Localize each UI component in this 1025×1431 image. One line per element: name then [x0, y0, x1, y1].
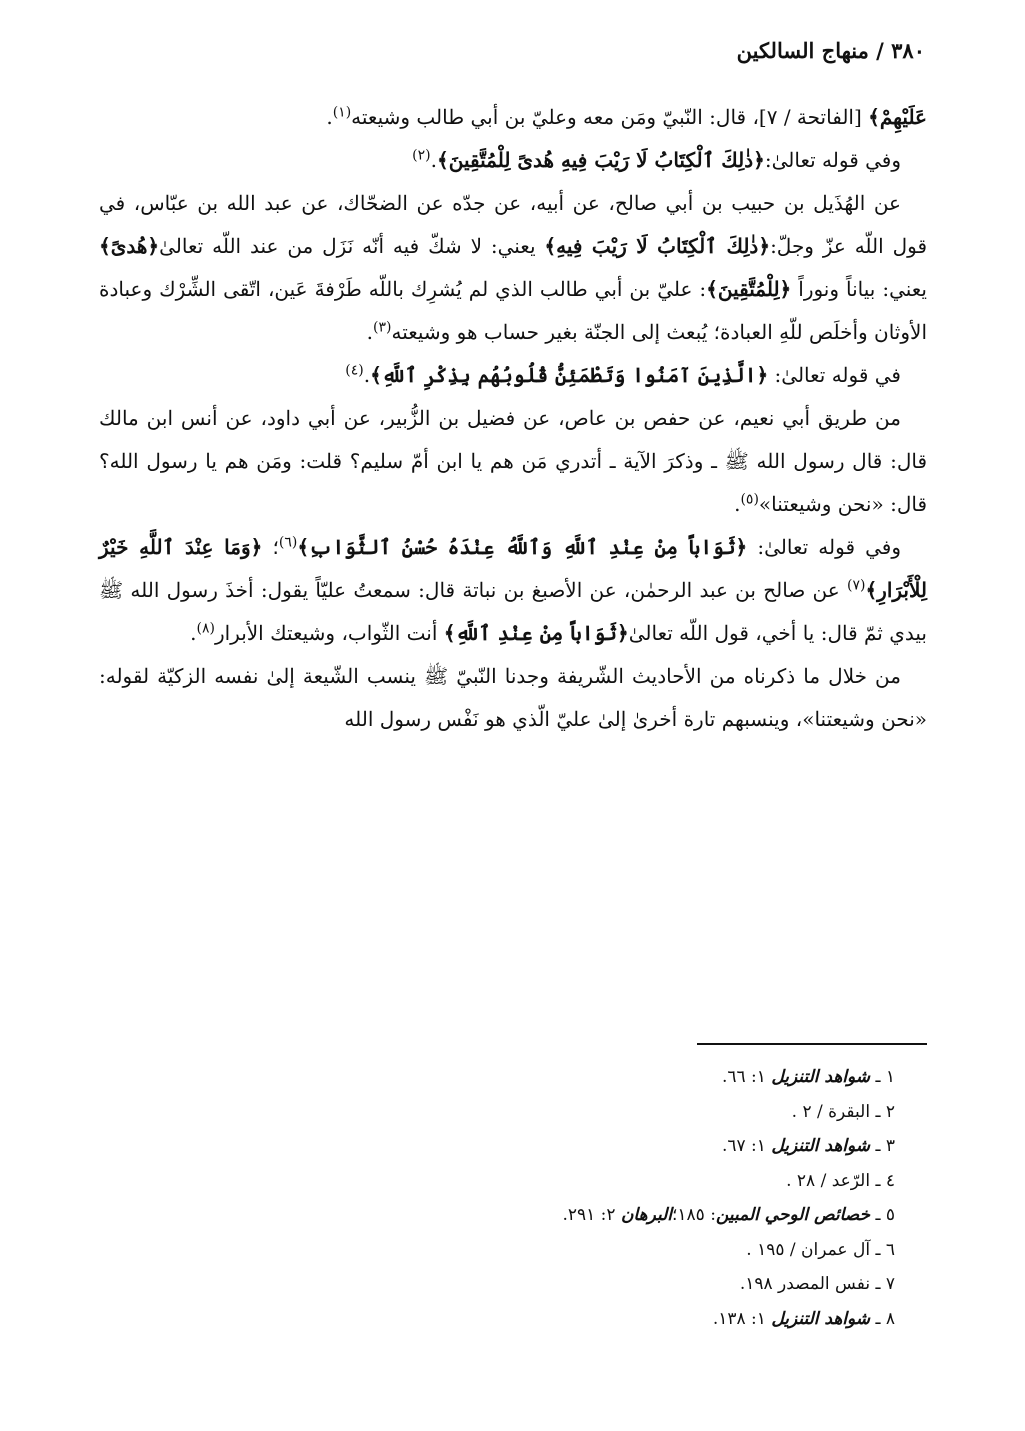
paragraph-4 — [99, 354, 927, 397]
footnote-ref: (٧) — [846, 577, 866, 594]
footnote-5 — [375, 1198, 895, 1233]
text-run: . — [363, 363, 371, 387]
text-run: . — [190, 621, 197, 645]
source-title: البرهان — [620, 1205, 672, 1225]
quran-verse: ﴿ثَوَاباً مِنْ عِنْدِ ٱللَّهِ وَٱللَّهُ عِنْدَهُ حُسْنُ ٱلثَّوَابِ﴾ — [297, 535, 748, 559]
footnote-number: ٥ ـ — [870, 1205, 895, 1225]
footnote-8 — [375, 1302, 895, 1337]
footnote-ref: (١) — [332, 104, 352, 121]
footnote-text: نفس المصدر ١٩٨. — [739, 1274, 871, 1294]
footnote-text: ٢: ٢٩١. — [562, 1205, 621, 1225]
quran-verse: عَلَيْهِمْ﴾ — [868, 105, 927, 129]
quran-verse: ﴿ثَوَاباً مِنْ عِنْدِ ٱللَّهِ﴾ — [443, 621, 629, 645]
text-run: [الفاتحة / ٧]، قال: النّبيّ ومَن معه وعليّ بن أبي طالب وشيعته — [351, 105, 869, 129]
footnote-number: ٧ ـ — [870, 1274, 895, 1294]
footnote-number: ٤ ـ — [870, 1170, 895, 1191]
main-text — [99, 96, 927, 741]
footnote-6 — [375, 1233, 895, 1268]
quran-verse: ﴿هُدىً﴾ — [99, 234, 160, 258]
footnote-ref: (٣) — [373, 319, 392, 336]
text-run: من خلال ما ذكرناه من الأحاديث الشّريفة وجدنا النّبيّ ﷺ ينسب الشّيعة إلىٰ نفسه الزكيّة لقوله: «نحن وشيعتنا»، وينسبهم تارة أخرىٰ إلىٰ عليّ الّذي هو نَفْس رسول الله — [99, 664, 927, 731]
quran-verse: ﴿الَّذِينَ آمَنُوا وَتَطْمَئِنُّ قُلُوبُهُم بِذِكْرِ ٱللَّهِ﴾ — [370, 363, 769, 387]
text-run: يعني: بياناً ونوراً — [791, 277, 927, 301]
text-run: . — [326, 105, 333, 129]
quran-verse: ﴿ذٰلِكَ ٱلْكِتَابُ لَا رَيْبَ فِيهِ﴾ — [544, 234, 771, 258]
text-run: . — [734, 492, 741, 516]
footnote-3 — [375, 1129, 895, 1164]
footnote-ref: (٥) — [740, 491, 759, 508]
paragraph-7 — [99, 655, 927, 741]
text-run: وفي قوله تعالىٰ: — [747, 535, 901, 559]
quran-verse: ﴿وَمَا عِنْدَ ٱللَّهِ خَيْرٌ لِلْأَبْرَارِ﴾ — [99, 535, 927, 602]
footnote-number: ٣ ـ — [870, 1136, 895, 1156]
paragraph-3 — [99, 182, 927, 354]
text-run: عن الهُذَيل بن حبيب بن أبي صالح، عن أبيه، عن جدّه عن الضحّاك، عن عبد الله بن عبّاس، في قول اللّه عزّ وجلّ: — [99, 191, 927, 258]
source-title: شواهد التنزيل — [771, 1308, 871, 1329]
footnote-text: : ١٨٥؛ — [671, 1205, 716, 1225]
footnote-number: ٦ ـ — [870, 1239, 895, 1260]
text-run: من طريق أبي نعيم، عن حفص بن عاص، عن فضيل بن الزُّبير، عن أبي داود، عن أنس ابن مالك قال: قال رسول الله ﷺ ـ وذكرَ الآية ـ أتدري مَن هم يا ابن أمّ سليم؟ قلت: ومَن هم يا رسول الله؟ قال: «نحن وشيعتنا» — [99, 406, 927, 516]
text-run: عن صالح بن عبد الرحمٰن، عن الأصبغ بن نباتة قال: سمعتُ عليّاً يقول: أخذَ رسول الله ﷺ بيدي ثمّ قال: يا أخي، قول اللّه تعالىٰ — [99, 578, 927, 645]
text-run: . — [430, 148, 437, 172]
source-title: شواهد التنزيل — [771, 1136, 871, 1156]
paragraph-5 — [99, 397, 927, 526]
footnote-number: ٨ ـ — [870, 1308, 895, 1329]
source-title: شواهد التنزيل — [771, 1067, 871, 1087]
footnote-4 — [375, 1164, 895, 1199]
footnote-text: آل عمران / ١٩٥ . — [746, 1239, 871, 1260]
text-run: وفي قوله تعالىٰ: — [764, 148, 901, 172]
source-title: خصائص الوحي المبين — [715, 1205, 871, 1225]
paragraph-2 — [99, 139, 927, 182]
footnote-ref: (٦) — [278, 534, 298, 551]
text-run: يعني: لا شكّ فيه أنّه نَزَل من عند اللّه تعالىٰ — [159, 234, 545, 258]
footnote-separator — [697, 1043, 927, 1045]
footnote-ref: (٨) — [196, 620, 215, 637]
footnote-ref: (٤) — [345, 362, 364, 379]
footnote-ref: (٢) — [412, 147, 431, 164]
footnote-7 — [375, 1267, 895, 1302]
footnotes — [375, 1060, 895, 1336]
text-run: . — [366, 320, 373, 344]
footnote-number: ١ ـ — [870, 1067, 895, 1087]
quran-verse: ﴿لِلْمُتَّقِينَ﴾ — [706, 277, 792, 301]
footnote-text: ١: ١٣٨. — [712, 1308, 772, 1329]
footnote-2 — [375, 1095, 895, 1130]
footnote-text: ١: ٦٦. — [721, 1067, 772, 1087]
text-run: ؛ — [262, 535, 279, 559]
footnote-text: البقرة / ٢ . — [791, 1101, 871, 1122]
footnote-1 — [375, 1060, 895, 1095]
paragraph-6 — [99, 526, 927, 655]
text-run: في قوله تعالىٰ: — [768, 363, 901, 387]
footnote-number: ٢ ـ — [870, 1101, 895, 1122]
paragraph-1 — [99, 96, 927, 139]
text-run: : عليّ بن أبي طالب الذي لم يُشرِك باللّه طَرْفةَ عَين، اتّقى الشِّرْك وعبادة الأوثان وأخلَص للّهِ العبادة؛ يُبعث إلى الجنّة بغير حساب هو وشيعته — [99, 277, 927, 344]
footnote-text: الرّعد / ٢٨ . — [786, 1170, 871, 1191]
running-header: ٣٨٠ / منهاج السالكين — [736, 38, 925, 63]
text-run: أنت الثّواب، وشيعتك الأبرار — [214, 621, 444, 645]
quran-verse: ﴿ذٰلِكَ ٱلْكِتَابُ لَا رَيْبَ فِيهِ هُدىً لِلْمُتَّقِينَ﴾ — [437, 148, 765, 172]
footnote-text: ١: ٦٧. — [721, 1136, 772, 1156]
